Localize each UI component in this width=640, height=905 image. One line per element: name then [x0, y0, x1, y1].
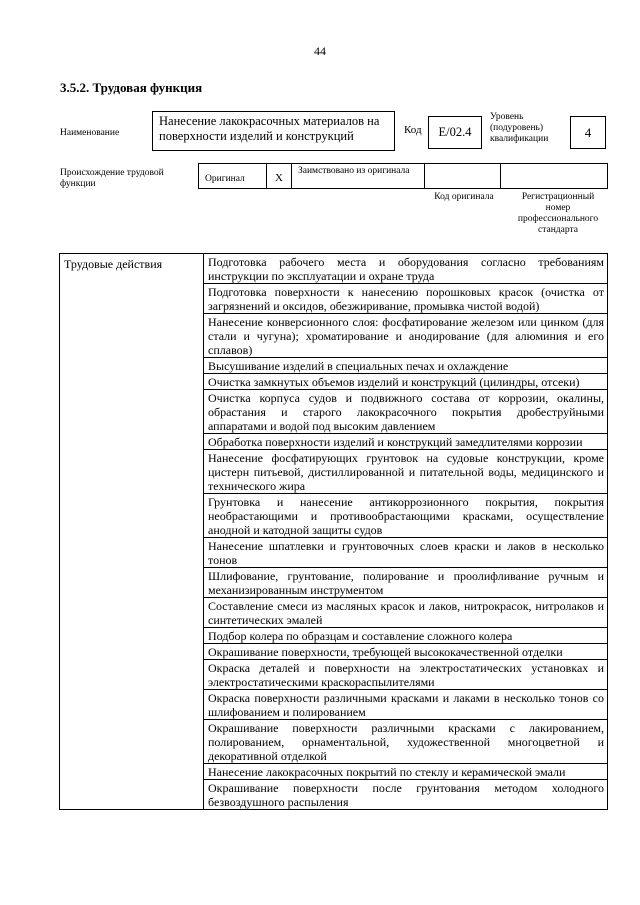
level-value: 4 [584, 125, 592, 140]
action-item: Нанесение конверсионного слоя: фосфатирование железом или цинком (для стали и чугуна); хроматирование и анодирование (для алюминия и его сплавов) [204, 314, 608, 358]
action-item: Окрашивание поверхности различными красками с лакированием, полированием, орнаментальной, художественной многоцветной и декоративной отделкой [204, 720, 608, 764]
origin-table [198, 163, 608, 189]
action-item: Подготовка рабочего места и оборудования согласно требованиям инструкции по эксплуатации и охране труда [204, 254, 608, 284]
action-item: Высушивание изделий в специальных печах и охлаждение [204, 358, 608, 374]
action-item: Составление смеси из масляных красок и лаков, нитрокрасок, нитролаков и синтетических эмалей [204, 598, 608, 628]
actions-label: Трудовые действия [60, 254, 204, 810]
function-name-value: Нанесение лакокрасочных материалов на поверхности изделий и конструкций [159, 114, 380, 143]
borrowed-label: Заимствовано из оригинала [298, 166, 410, 176]
code-label: Код [404, 124, 422, 136]
action-item: Окрашивание поверхности после грунтования методом холодного безвоздушного распыления [204, 780, 608, 810]
action-item: Нанесение шпатлевки и грунтовочных слоев краски и лаков в несколько тонов [204, 538, 608, 568]
action-item: Грунтовка и нанесение антикоррозионного покрытия, покрытия необрастающими и противообрастающими красками, осуществление анодной и катодной защиты судов [204, 494, 608, 538]
original-mark-cell [267, 164, 292, 188]
action-item: Подбор колера по образцам и составление сложного колера [204, 628, 608, 644]
action-item: Окраска деталей и поверхности на электростатических установках и электростатическими краскораспылителями [204, 660, 608, 690]
level-label: Уровень (подуровень) квалификации [490, 112, 549, 144]
function-name-box [152, 111, 395, 151]
action-item: Шлифование, грунтование, полирование и проолифливание ручным и механизированным инструментом [204, 568, 608, 598]
reg-number-cell [501, 164, 607, 188]
actions-body [60, 254, 608, 810]
action-item: Окрашивание поверхности, требующей высококачественной отделки [204, 644, 608, 660]
action-item: Подготовка поверхности к нанесению порошковых красок (очистка от загрязнений и оксидов, обезжиривание, промывка чистой водой) [204, 284, 608, 314]
action-item: Очистка корпуса судов и подвижного состава от коррозии, окалины, обрастания и старого лакокрасочного покрытия дробеструйными аппаратами и водой под высоким давлением [204, 390, 608, 434]
original-cell [199, 164, 267, 188]
action-item: Нанесение лакокрасочных покрытий по стеклу и керамической эмали [204, 764, 608, 780]
code-value: E/02.4 [438, 125, 472, 139]
code-box [428, 116, 482, 149]
table-row [60, 254, 608, 284]
borrowed-cell [292, 164, 425, 188]
original-mark: X [275, 172, 283, 184]
section-title: 3.5.2. Трудовая функция [60, 80, 203, 95]
level-box [570, 116, 606, 149]
origin-label: Происхождение трудовой функции [60, 168, 164, 189]
code-original-label: Код оригинала [434, 192, 494, 202]
actions-table [59, 253, 608, 810]
action-item: Очистка замкнутых объемов изделий и конструкций (цилиндры, отсеки) [204, 374, 608, 390]
action-item: Обработка поверхности изделий и конструкций замедлителями коррозии [204, 434, 608, 450]
code-original-cell [425, 164, 501, 188]
action-item: Нанесение фосфатирующих грунтовок на судовые конструкции, кроме цистерн питьевой, дистиллированной и питательной воды, медицинского и технического жира [204, 450, 608, 494]
original-label: Оригинал [205, 174, 245, 184]
page-number: 44 [314, 44, 326, 58]
name-label: Наименование [60, 128, 120, 138]
action-item: Окраска поверхности различными красками и лаками в несколько тонов со шлифованием и полированием [204, 690, 608, 720]
reg-number-label: Регистрационный номер профессионального стандарта [517, 192, 599, 235]
